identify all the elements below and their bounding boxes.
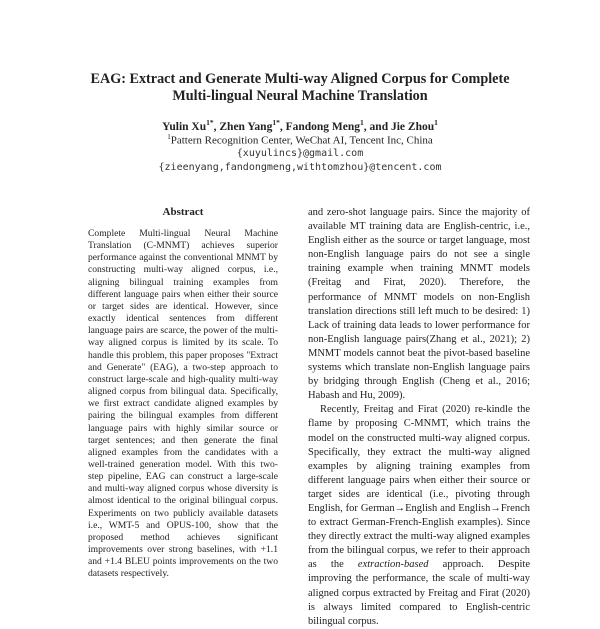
affiliation-text: Pattern Recognition Center, WeChat AI, Tencent Inc, China bbox=[170, 134, 433, 147]
body-column-right bbox=[308, 206, 530, 627]
affiliation-mark: 1 bbox=[167, 133, 171, 141]
abstract-heading: Abstract bbox=[162, 206, 204, 218]
body-paragraph-2-emphasis: extraction-based bbox=[357, 559, 429, 571]
author-list: Yulin $Xu^{1*}$, Zhen Yang$^{1*}$, Fandong Meng$^1$, and Jie Zhou$^1$ bbox=[162, 118, 438, 133]
affiliation bbox=[0, 133, 600, 147]
body-paragraph-2 bbox=[308, 403, 530, 629]
body-paragraph-1: and zero-shot language pairs. Since the majority of available MT training data are English-centric, i.e., English either as the source or target language, most non-English language pairs do not see a single training example when training MNMT models (Freitag and Firat, 2020). Therefore, the performance of MNMT models on non-English translation directions still left much to be desired: 1) Lack of training data leads to lower performance for non-English language pairs(Zhang et al., 2021); 2) MNMT models cannot beat the pivot-based baseline systems which translate non-English language pairs by bridging through English (Cheng et al., 2016; Habash and Hu, 2009). bbox=[308, 207, 530, 402]
paper-title-line-2: Multi-lingual Neural Machine Translation bbox=[172, 88, 428, 104]
author-email-1: {xuyulincs}@gmail.com bbox=[236, 148, 364, 159]
author-name: Zhen Yang bbox=[219, 120, 273, 133]
author-affiliation-mark: 1* bbox=[272, 118, 280, 127]
author-email-2: {zieenyang,fandongmeng,withtomzhou}@tencent.com bbox=[158, 162, 442, 173]
author-name: Jie Zhou bbox=[390, 120, 435, 133]
abstract-text: Complete Multi-lingual Neural Machine Translation (C-MNMT) achieves superior performance against the conventional MNMT by constructing multi-way aligned corpus, i.e., aligning bilingual training examples from different language pairs when either their source or target sides are identical. However, since exactly identical sentences from different language pairs are scarce, the power of the multi-way aligned corpus is limited by its scale. To handle this problem, this paper proposes "Extract and Generate" (EAG), a two-step approach to construct large-scale and high-quality multi-way aligned corpus from bilingual data. Specifically, we first extract candidate aligned examples by pairing the bilingual examples from different language pairs with highly similar source or target sentences; and then generate the final aligned examples from the candidates with a well-trained generation model. With this two-step pipeline, EAG can construct a large-scale and multi-way aligned corpus whose diversity is almost identical to the original bilingual corpus. Experiments on two publicly available datasets i.e., WMT-5 and OPUS-100, show that the proposed method achieves significant improvements over strong baselines, with +1.1 and +1.4 BLEU points improvements on the two datasets respectively. bbox=[88, 228, 278, 580]
author-affiliation-mark: 1 bbox=[434, 118, 438, 127]
author-affiliation-mark: 1 bbox=[360, 118, 364, 127]
body-paragraph-2-text-b: approach. Despite improving the performance, the scale of multi-way aligned corpus extracted by Freitag and Firat (2020) is always limited compared to English-centric bilingual corpus. bbox=[308, 559, 530, 627]
author-name: Fandong Meng bbox=[285, 120, 361, 133]
author-affiliation-mark: 1* bbox=[206, 118, 214, 127]
body-paragraph-2-text-a: Recently, Freitag and Firat (2020) re-kindle the flame by proposing C-MNMT, which trains the model on the constructed multi-way aligned corpus. Specifically, they extract the multi-way aligned examples by aligning training examples from different language pairs when either their source or target sides are identical (i.e., pivoting through English, for German→English and English→French to extract German-French-English examples). Since they directly extract the multi-way aligned examples from the bilingual corpus, we refer to their approach as the bbox=[308, 404, 530, 571]
paper-title-line-1: EAG: Extract and Generate Multi-way Aligned Corpus for Complete bbox=[90, 71, 510, 87]
author-name: Yulin Xu bbox=[162, 120, 207, 133]
